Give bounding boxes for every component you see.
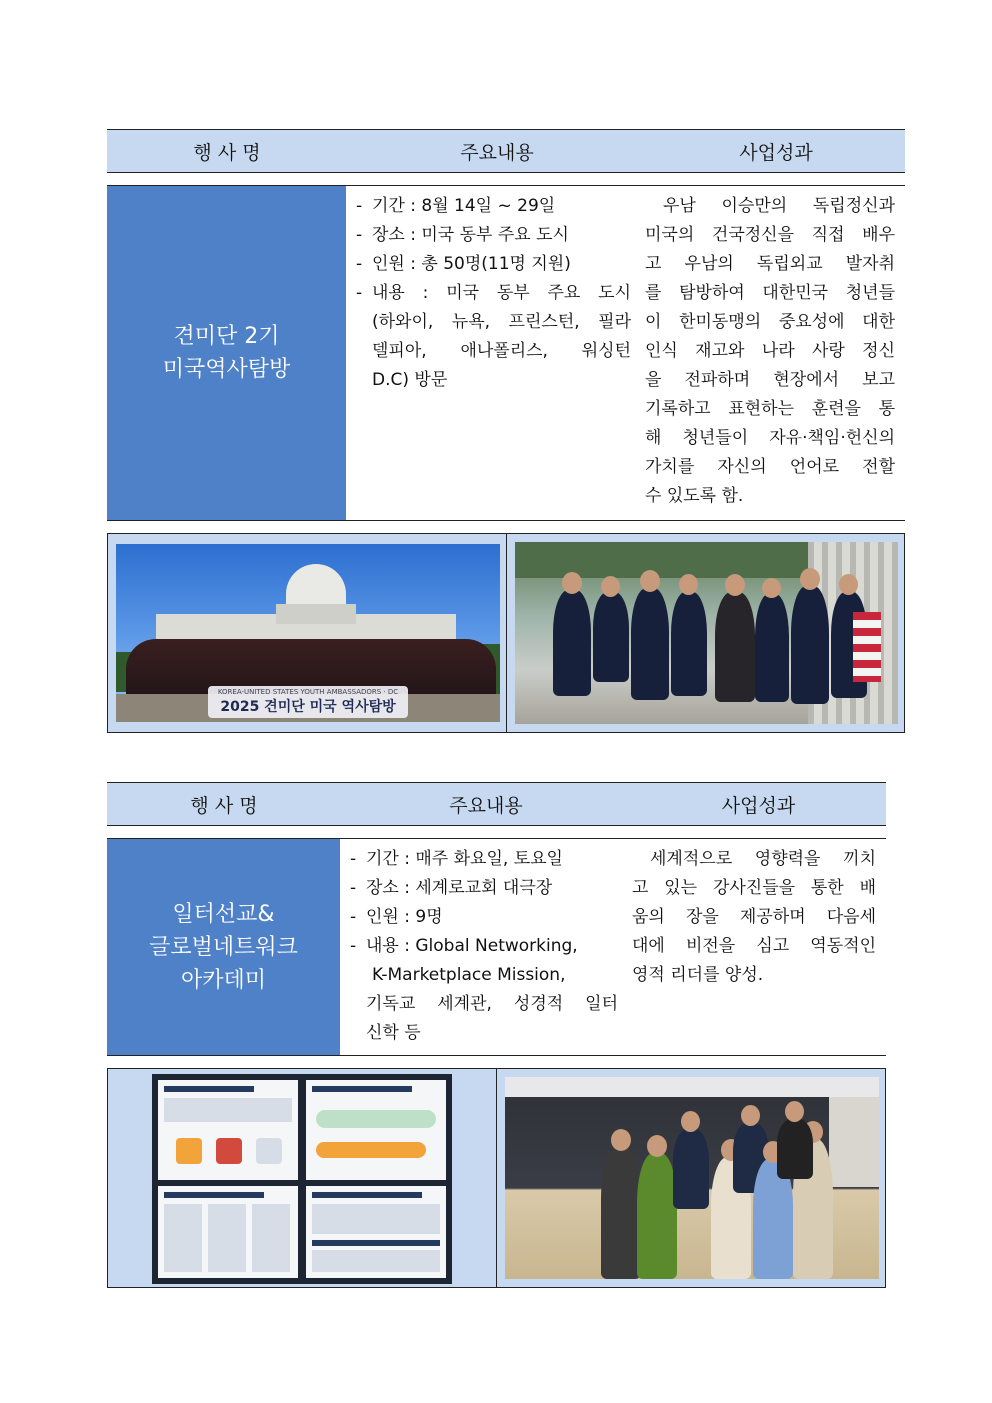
header-content: 주요내용 [460,141,534,164]
content-item: 장소 : 세계로교회 대극장 [366,878,553,898]
person [637,1153,677,1279]
capitol-drum [276,604,356,624]
person-head [762,578,781,598]
poster-road [316,1110,436,1128]
poster-icon [216,1138,242,1164]
result-line: 을 전파하며 현장에서 보고 [645,370,895,390]
result-line: 세계적으로 영향력을 끼치 [650,849,876,869]
photo-cell-capitol [108,534,506,732]
content-item-cont: 델피아, 애나폴리스, 워싱턴 [372,341,631,361]
photo-cell-academy-group [496,1069,885,1287]
photo-row-1 [107,533,905,733]
content-item: 인원 : 총 50명(11명 지원) [372,254,571,274]
content-item-cont: 신학 등 [366,1023,421,1043]
result-line: 해 청년들이 자유·책임·헌신의 [645,428,895,448]
poster-table [312,1250,440,1272]
person-head [562,572,582,594]
poster-road [316,1142,426,1158]
result-line: 영적 리더를 양성. [632,965,764,985]
event-name-2 [107,839,340,1055]
poster-column [164,1204,202,1272]
person [755,594,789,702]
event-content-2: - 기간 : 매주 화요일, 토요일 - 장소 : 세계로교회 대극장 - 인원 : 9명 - 내용 : Global Networking, K-Marketplace Mission, 기독교 세계관, 성경적 일터 신학 등 [340,839,624,1055]
photo-group-memorial [515,542,898,724]
content-item-cont: (하와이, 뉴욕, 프린스턴, 필라 [372,312,631,332]
photo-academy-group [505,1077,879,1279]
content-item: 기간 : 8월 14일 ~ 29일 [372,196,556,216]
result-line: 이 한미동맹의 중요성에 대한 [645,312,895,332]
person-head [725,574,745,596]
person [671,592,707,696]
content-item: 내용 : 미국 동부 주요 도시 [372,283,631,303]
event-name-line: 글로벌네트워크 [149,934,298,960]
photo-capitol-group [116,544,500,722]
person [553,590,591,696]
content-item-cont: D.C) 방문 [372,370,448,390]
poster-left-top [158,1080,298,1180]
person-head [800,568,820,590]
header-result: 사업성과 [721,794,796,817]
ceiling [505,1077,879,1097]
event-name-line: 아카데미 [180,967,266,993]
content-item: 인원 : 9명 [366,907,443,927]
event-row-1 [107,185,905,521]
content-item: 기간 : 매주 화요일, 토요일 [366,849,563,869]
poster-icon [176,1138,202,1164]
person-head [679,574,698,595]
result-line: 대에 비전을 심고 역동적인 [632,936,876,956]
poster-left-bottom [158,1186,298,1278]
event-result-1 [637,186,905,520]
person [777,1119,813,1179]
poster-right-top [306,1080,446,1180]
event-name-line: 일터선교& [172,901,275,927]
event-row-2 [107,838,886,1056]
table-header-2 [107,782,886,826]
result-line: 고 있는 강사진들을 통한 배 [632,878,876,898]
person [593,592,629,682]
result-line: 움의 장을 제공하며 다음세 [632,907,876,927]
header-event-name: 행 사 명 [193,141,261,164]
flag [853,612,881,682]
poster-heading [312,1086,412,1092]
result-line: 기록하고 표현하는 훈련을 통 [645,399,895,419]
person-head [601,576,620,597]
banner-title: 2025 견미단 미국 역사탐방 [220,699,396,715]
content-item: 장소 : 미국 동부 주요 도시 [372,225,569,245]
person-head [640,570,660,592]
person-head [647,1135,667,1157]
event-content-1: - 기간 : 8월 14일 ~ 29일 - 장소 : 미국 동부 주요 도시 - 인원 : 총 50명(11명 지원) - 내용 : 미국 동부 주요 도시 (하와이, 뉴욕, 프린스턴, 필라 델피아, 애나폴리스, 워싱턴 D.C) 방문 [346,186,637,520]
result-line: 가치를 자신의 언어로 전할 [645,457,895,477]
poster-column [252,1204,290,1272]
header-result: 사업성과 [739,141,813,164]
photo-row-2 [107,1068,886,1288]
content-item: 내용 : Global Networking, [366,936,578,956]
wall [829,1097,879,1187]
person [673,1129,709,1209]
banner-subtitle: KOREA-UNITED STATES YOUTH AMBASSADORS · DC [217,688,399,696]
result-line: 고 우남의 독립외교 발자취 [645,254,895,274]
poster-heading [312,1192,422,1198]
content-item-cont: K-Marketplace Mission, [372,965,566,985]
person [791,586,829,704]
header-content: 주요내용 [449,794,523,817]
content-item-cont: 기독교 세계관, 성경적 일터 [366,994,618,1014]
result-line: 우남 이승만의 독립정신과 [663,196,895,216]
person-head [785,1101,804,1122]
person-head [741,1105,760,1126]
photo-cell-group [506,534,904,732]
person [631,588,669,700]
event-name-1 [107,186,346,520]
poster-heading [164,1192,264,1198]
poster-icon [256,1138,282,1164]
person-head [839,574,858,595]
person [601,1147,641,1279]
table-header-1 [107,129,905,173]
photo-cell-poster [108,1069,496,1287]
photo-banner [208,686,408,718]
poster-table-head [312,1240,440,1246]
person-head [681,1111,700,1132]
result-line: 인식 재고와 나라 사랑 정신 [645,341,895,361]
photo-academy-poster [152,1074,452,1284]
person-head [611,1129,631,1151]
person [715,592,755,702]
result-line: 를 탐방하여 대한민국 청년들 [645,283,895,303]
event-result-2 [624,839,886,1055]
result-line: 미국의 건국정신을 직접 배우 [645,225,895,245]
header-event-name: 행 사 명 [190,794,258,817]
poster-text [164,1098,292,1122]
event-name-line: 견미단 2기 [173,324,280,349]
poster-heading [164,1086,254,1092]
result-line: 수 있도록 함. [645,486,744,506]
event-name-line: 미국역사탐방 [162,357,291,382]
poster-text [312,1204,440,1234]
poster-column [208,1204,246,1272]
poster-right-bottom [306,1186,446,1278]
